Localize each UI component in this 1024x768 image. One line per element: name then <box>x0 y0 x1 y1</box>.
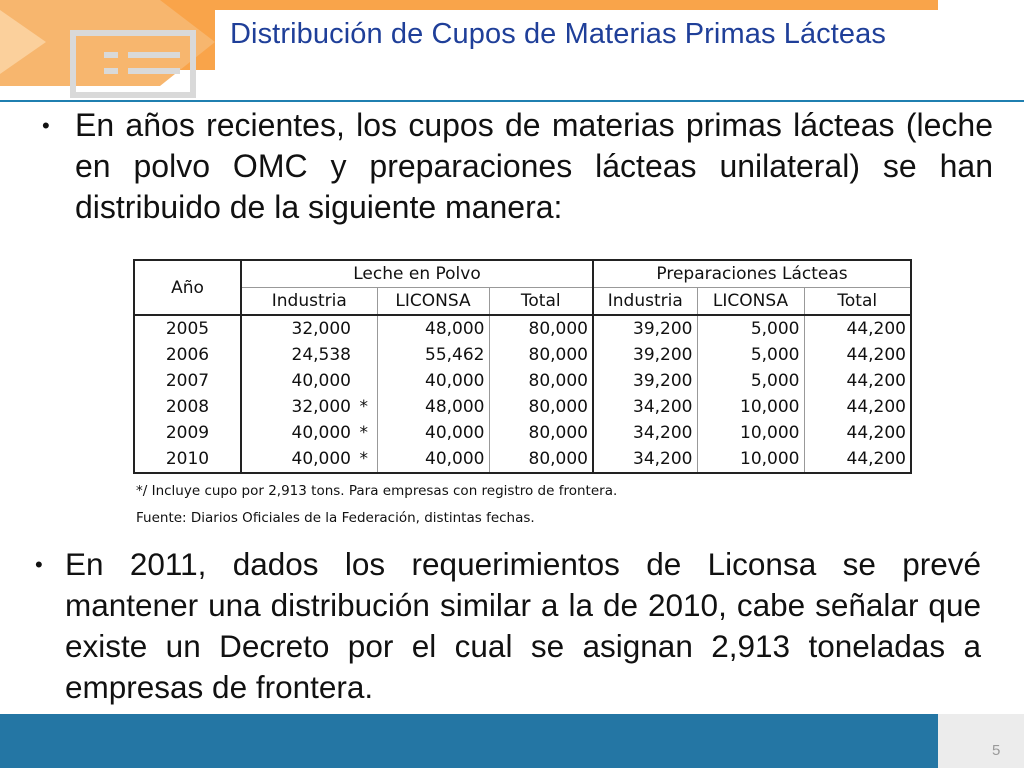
table-source: Fuente: Diarios Oficiales de la Federación, distintas fechas. <box>136 510 535 526</box>
cell-pl-tot: 44,200 <box>804 315 911 342</box>
cell-lp-ind: 40,000 <box>291 449 351 469</box>
table-row <box>134 394 911 420</box>
cell-pl-tot: 44,200 <box>804 342 911 368</box>
cell-pl-lic: 5,000 <box>697 368 804 394</box>
cell-lp-lic: 55,462 <box>377 342 489 368</box>
cell-mark <box>351 342 377 368</box>
bullet-icon: • <box>42 113 50 138</box>
header-group-leche: Leche en Polvo <box>241 260 593 288</box>
bullet-text-2: En 2011, dados los requerimientos de Liconsa se prevé mantener una distribución similar a la de 2010, cabe señalar que existe un Decreto por el cual se asignan 2,913 toneladas a empresas de frontera. <box>65 546 981 705</box>
bullet-icon: • <box>35 552 43 577</box>
cell-pl-lic: 5,000 <box>697 342 804 368</box>
cell-lp-lic: 40,000 <box>377 446 489 473</box>
cell-lp-ind: 32,000 <box>291 397 351 417</box>
table-footnote: */ Incluye cupo por 2,913 tons. Para empresas con registro de frontera. <box>136 483 618 499</box>
cell-year: 2009 <box>134 420 241 446</box>
cell-mark: * <box>351 420 377 446</box>
subheader-liconsa: LICONSA <box>697 288 804 316</box>
table-row <box>134 420 911 446</box>
page-title: Distribución de Cupos de Materias Primas Lácteas <box>230 18 886 50</box>
bullet-text-1: En años recientes, los cupos de materias primas lácteas (leche en polvo OMC y preparaciones lácteas unilateral) se han distribuido de la siguiente manera: <box>75 107 993 225</box>
cell-lp-tot: 80,000 <box>489 368 593 394</box>
header-group-preparaciones: Preparaciones Lácteas <box>593 260 911 288</box>
cell-pl-lic: 10,000 <box>697 394 804 420</box>
cell-mark <box>351 315 377 342</box>
cell-pl-ind: 34,200 <box>593 446 697 473</box>
cell-lp-ind: 40,000 <box>291 371 351 391</box>
table-row <box>134 315 911 342</box>
subheader-industria: Industria <box>241 288 377 316</box>
header-year: Año <box>134 260 241 315</box>
cell-mark <box>351 368 377 394</box>
cell-pl-ind: 39,200 <box>593 342 697 368</box>
page-number: 5 <box>992 742 1001 759</box>
table-row <box>134 446 911 473</box>
cell-lp-lic: 48,000 <box>377 394 489 420</box>
bullet-paragraph-1 <box>42 105 993 228</box>
cell-lp-lic: 48,000 <box>377 315 489 342</box>
cell-year: 2006 <box>134 342 241 368</box>
subheader-liconsa: LICONSA <box>377 288 489 316</box>
footer-page-box <box>938 714 1024 768</box>
cell-mark: * <box>351 446 377 473</box>
cell-pl-ind: 39,200 <box>593 315 697 342</box>
header-divider <box>0 100 1024 102</box>
cell-pl-ind: 34,200 <box>593 420 697 446</box>
bullet-paragraph-2 <box>35 544 981 708</box>
quota-table <box>133 259 912 474</box>
cell-pl-lic: 10,000 <box>697 446 804 473</box>
cell-lp-lic: 40,000 <box>377 420 489 446</box>
cell-pl-tot: 44,200 <box>804 394 911 420</box>
cell-pl-ind: 34,200 <box>593 394 697 420</box>
cell-pl-tot: 44,200 <box>804 420 911 446</box>
table-body <box>134 315 911 473</box>
cell-pl-tot: 44,200 <box>804 368 911 394</box>
table-row <box>134 342 911 368</box>
cell-pl-lic: 5,000 <box>697 315 804 342</box>
cell-pl-lic: 10,000 <box>697 420 804 446</box>
cell-lp-tot: 80,000 <box>489 315 593 342</box>
cell-year: 2008 <box>134 394 241 420</box>
cell-year: 2005 <box>134 315 241 342</box>
cell-lp-ind: 32,000 <box>291 319 351 339</box>
cell-lp-ind: 24,538 <box>291 345 351 365</box>
table-row <box>134 368 911 394</box>
cell-lp-tot: 80,000 <box>489 420 593 446</box>
footer-bar <box>0 714 938 768</box>
subheader-industria: Industria <box>593 288 697 316</box>
subheader-total: Total <box>804 288 911 316</box>
cell-mark: * <box>351 394 377 420</box>
cell-lp-ind: 40,000 <box>291 423 351 443</box>
cell-year: 2010 <box>134 446 241 473</box>
subheader-total: Total <box>489 288 593 316</box>
cell-lp-tot: 80,000 <box>489 446 593 473</box>
cell-pl-tot: 44,200 <box>804 446 911 473</box>
document-icon <box>70 30 196 98</box>
cell-pl-ind: 39,200 <box>593 368 697 394</box>
cell-lp-lic: 40,000 <box>377 368 489 394</box>
cell-lp-tot: 80,000 <box>489 342 593 368</box>
cell-lp-tot: 80,000 <box>489 394 593 420</box>
cell-year: 2007 <box>134 368 241 394</box>
